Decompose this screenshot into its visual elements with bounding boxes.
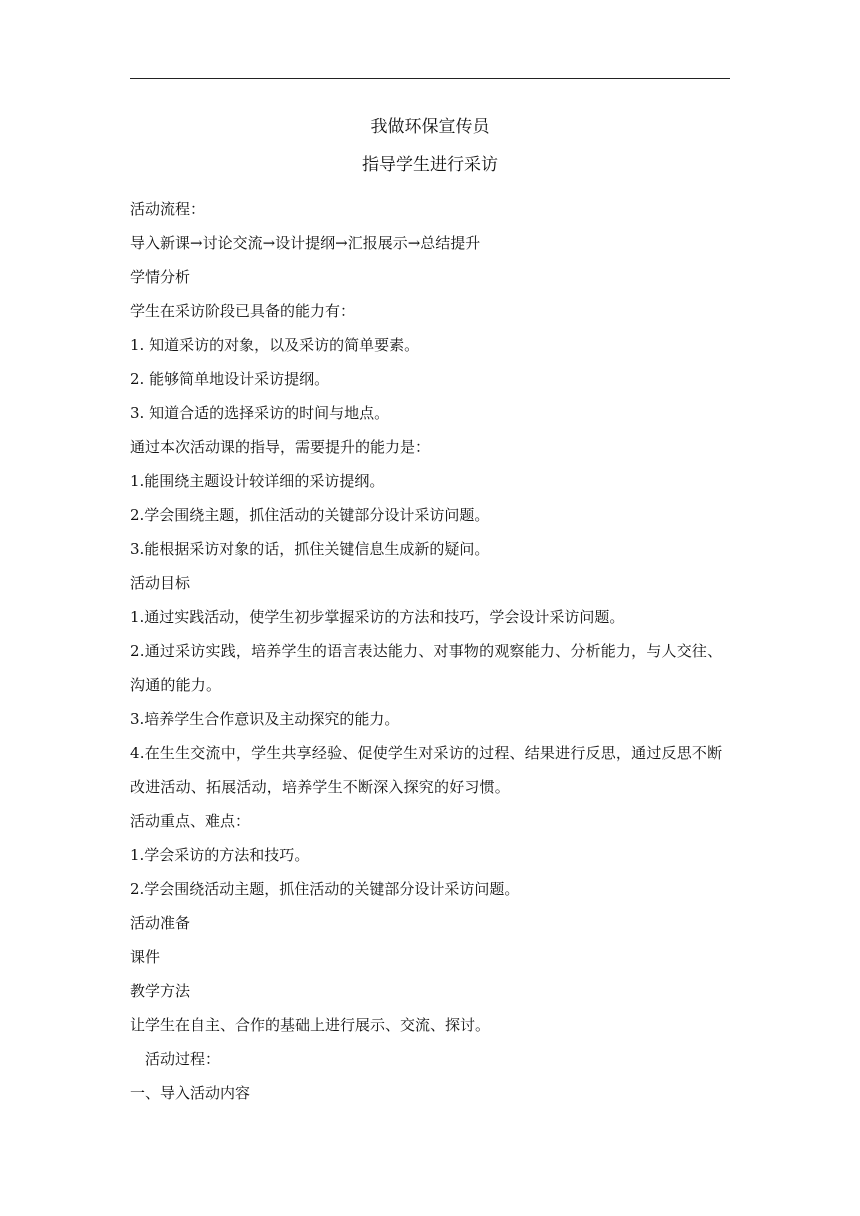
paragraph-line: 学生在采访阶段已具备的能力有： — [130, 302, 356, 320]
section-heading-analysis: 学情分析 — [130, 268, 191, 286]
document-subtitle: 指导学生进行采访 — [362, 155, 498, 175]
section-heading-process: 活动流程： — [130, 200, 206, 218]
list-item: 3. 知道合适的选择采访的时间与地点。 — [130, 404, 390, 422]
list-item: 2.通过采访实践，培养学生的语言表达能力、对事物的观察能力、分析能力，与人交往、沟通的能力。 — [130, 642, 723, 694]
paragraph-line: 通过本次活动课的指导，需要提升的能力是： — [130, 438, 431, 456]
list-item: 2. 能够简单地设计采访提纲。 — [130, 370, 330, 388]
section-heading-goals: 活动目标 — [130, 574, 191, 592]
section-heading-intro: 一、导入活动内容 — [130, 1084, 251, 1102]
paragraph-line: 让学生在自主、合作的基础上进行展示、交流、探讨。 — [130, 1016, 491, 1034]
list-item: 1.能围绕主题设计较详细的采访提纲。 — [130, 472, 385, 490]
list-item: 3.能根据采访对象的话，抓住关键信息生成新的疑问。 — [130, 540, 490, 558]
list-item: 1. 知道采访的对象，以及采访的简单要素。 — [130, 336, 420, 354]
section-heading-methods: 教学方法 — [130, 982, 191, 1000]
document-title: 我做环保宣传员 — [370, 117, 490, 137]
paragraph-line: 课件 — [130, 948, 161, 966]
list-item: 1.学会采访的方法和技巧。 — [130, 846, 310, 864]
list-item: 2.学会围绕主题，抓住活动的关键部分设计采访问题。 — [130, 506, 490, 524]
document-body — [130, 192, 730, 1110]
list-item: 2.学会围绕活动主题，抓住活动的关键部分设计采访问题。 — [130, 880, 520, 898]
list-item: 3.培养学生合作意识及主动探究的能力。 — [130, 710, 400, 728]
section-heading-activity-process: 活动过程： — [145, 1050, 221, 1068]
section-heading-key-points: 活动重点、难点： — [130, 812, 251, 830]
list-item: 1.通过实践活动，使学生初步掌握采访的方法和技巧，学会设计采访问题。 — [130, 608, 625, 626]
document-content — [130, 110, 730, 1110]
header-rule — [130, 78, 730, 79]
list-item: 4.在生生交流中，学生共享经验、促使学生对采访的过程、结果进行反思，通过反思不断改进活动、拓展活动，培养学生不断深入探究的好习惯。 — [130, 744, 723, 796]
section-heading-preparation: 活动准备 — [130, 914, 191, 932]
process-flow: 导入新课→讨论交流→设计提纲→汇报展示→总结提升 — [130, 234, 481, 252]
